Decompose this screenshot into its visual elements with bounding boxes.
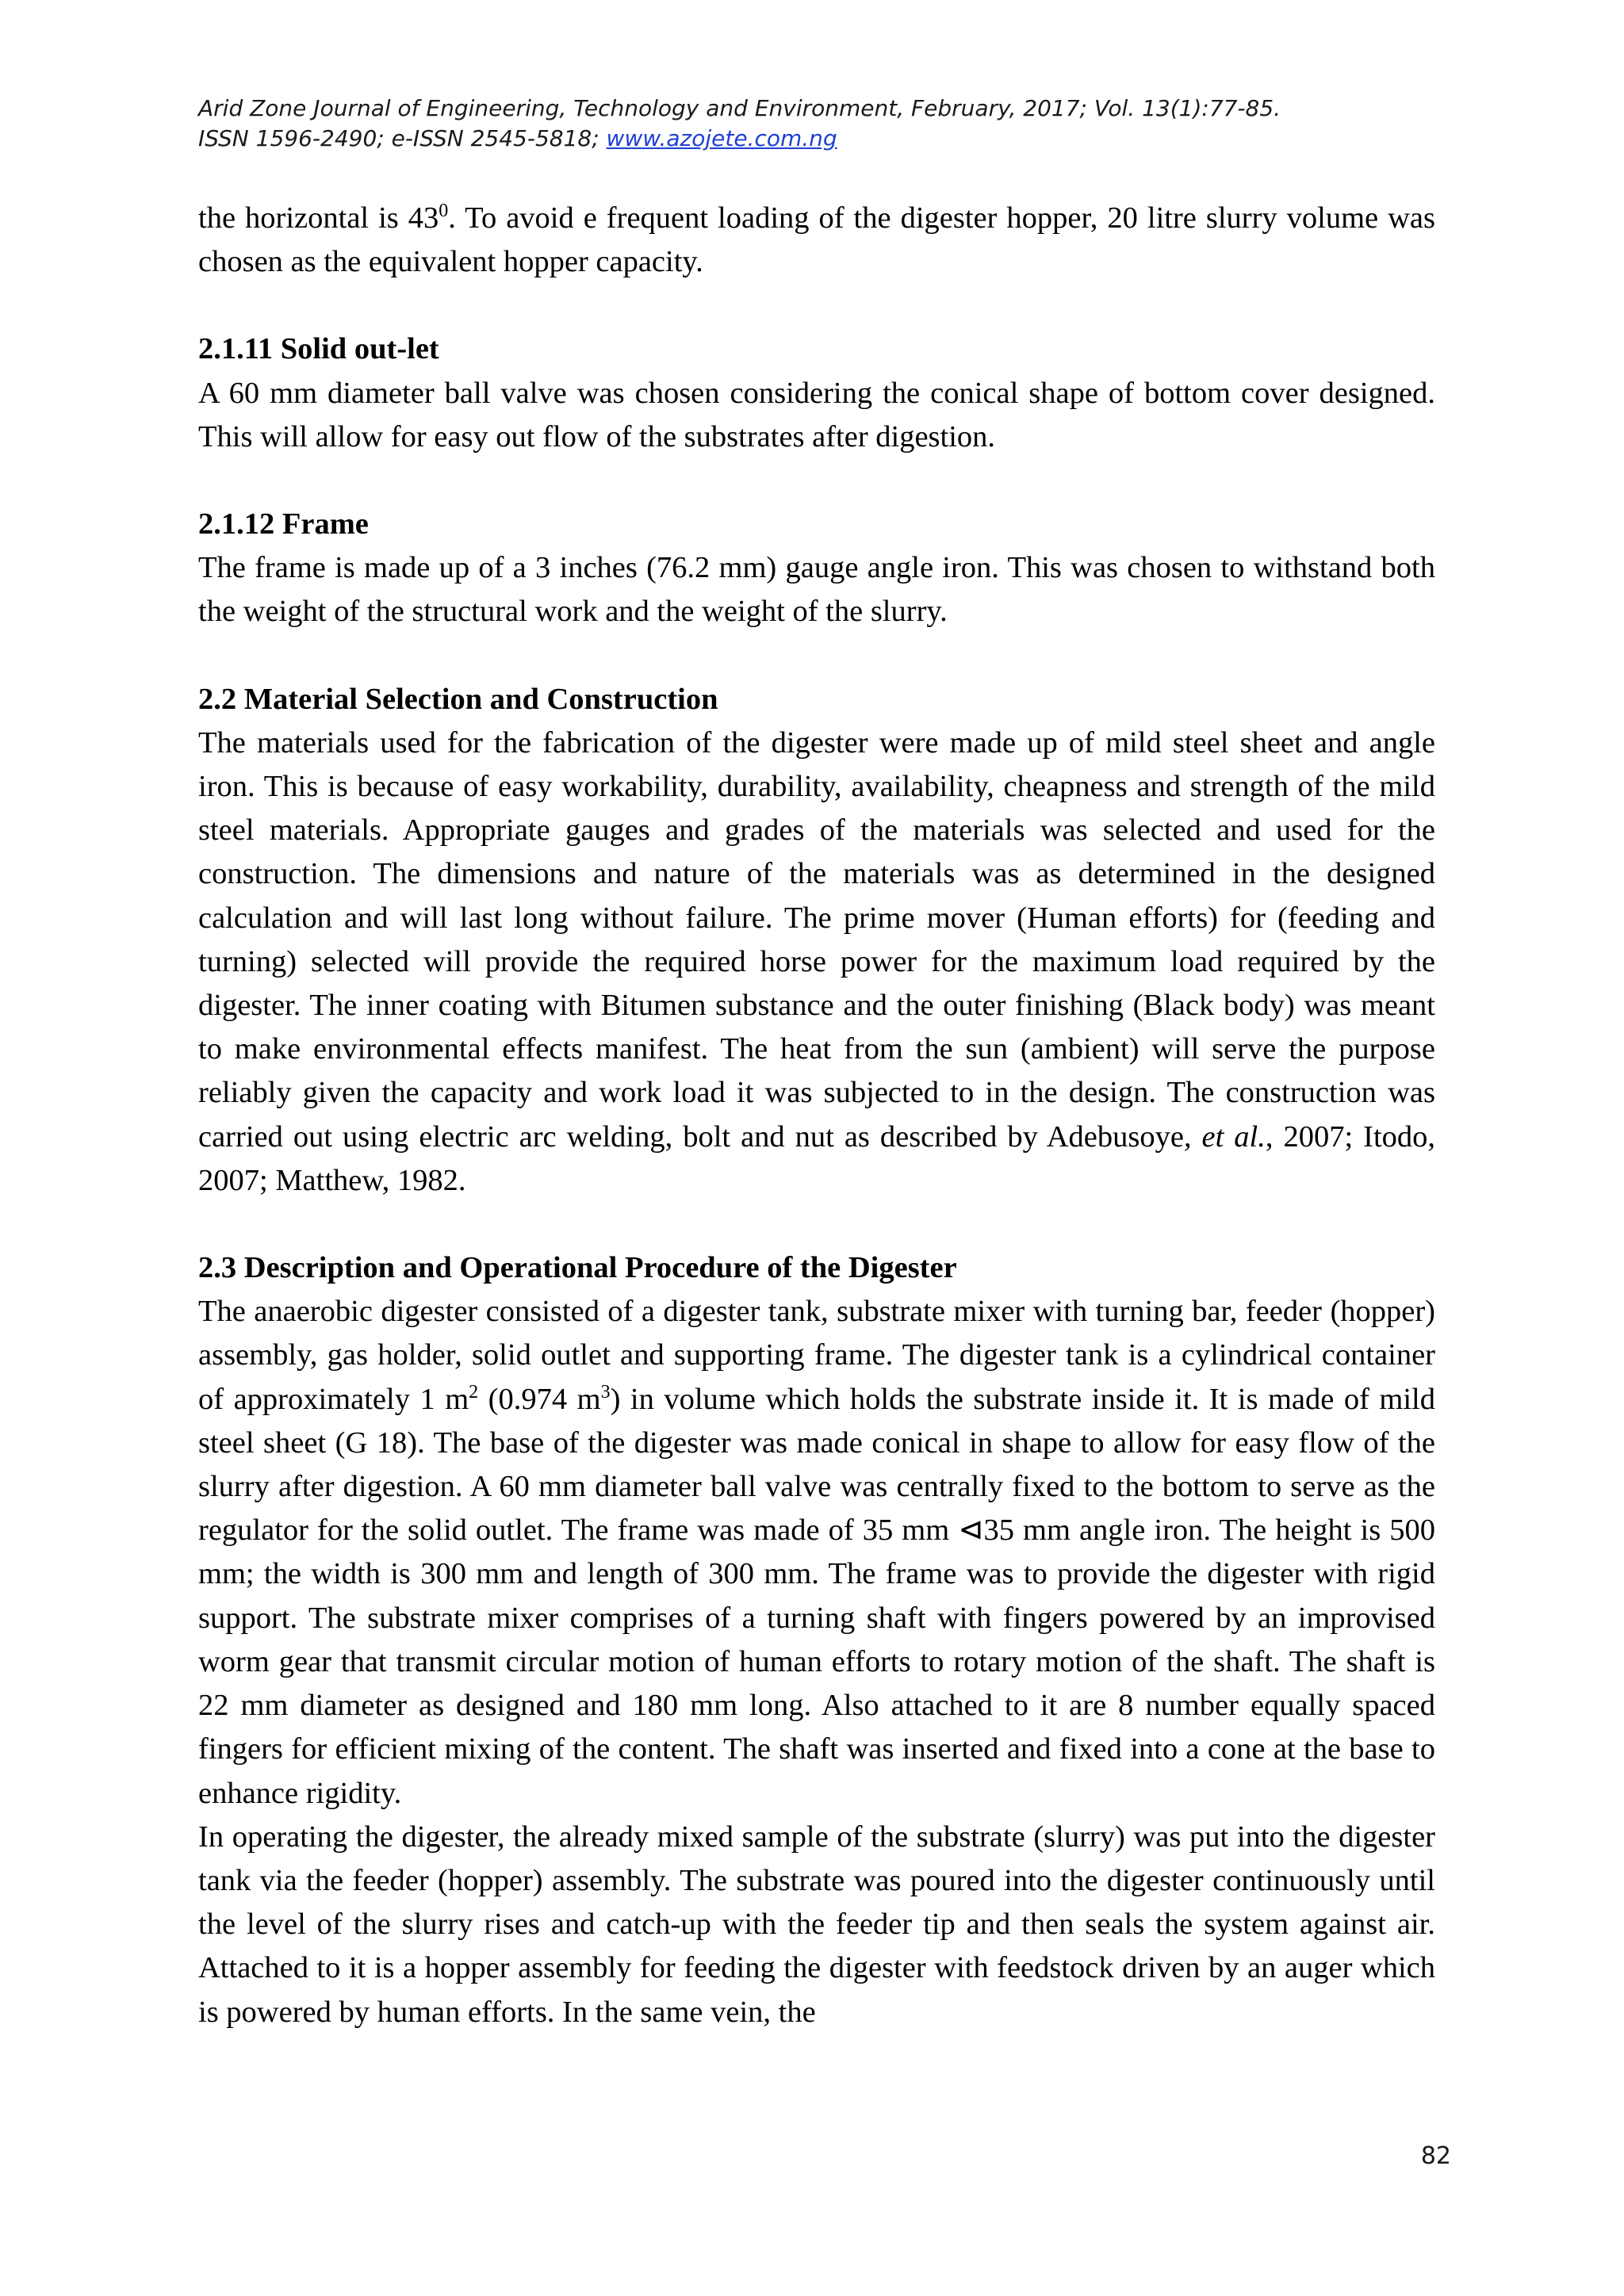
section-heading-2-1-12: 2.1.12 Frame [198, 507, 369, 541]
section-heading-2-1-11: 2.1.11 Solid out-let [198, 332, 439, 366]
section-paragraph-2-3-b: In operating the digester, the already mixed sample of the substrate (slurry) was put into the digester tank via the feeder (hopper) assembly. The substrate was poured into the digester continuously until the level of the slurry rises and catch-up with the feeder tip and then seals the system against air. Attached to it is a hopper assembly for feeding the digester with feedstock driven by an auger which is powered by human efforts. In the same vein, the [198, 1820, 1435, 2029]
body-content [198, 197, 1435, 2034]
degree-superscript: 0 [439, 201, 449, 221]
intro-text-part2: . To avoid e frequent loading of the digester hopper, 20 litre slurry volume was chosen as the equivalent hopper capacity. [198, 201, 1435, 279]
journal-title-line: Arid Zone Journal of Engineering, Technology and Environment, February, 2017; Vol. 13(1):77-85. [198, 95, 1281, 121]
section-2-3-text-a: The anaerobic digester consisted of a digester tank, substrate mixer with turning bar, feeder (hopper) assembly, gas holder, solid outlet and supporting frame. The digester tank is a cylindrical container of approximately 1 m [198, 1295, 1435, 1416]
section-2-2-citations: , 2007; Itodo, 2007; Matthew, 1982. [198, 1119, 1436, 1197]
journal-header [198, 94, 1467, 154]
section-paragraph-2-3-a [198, 1290, 1435, 1815]
intro-text-part1: the horizontal is 43 [198, 201, 439, 235]
section-paragraph-2-1-12: The frame is made up of a 3 inches (76.2 mm) gauge angle iron. This was chosen to withstand both the weight of the structural work and the weight of the slurry. [198, 551, 1435, 629]
spacer [198, 1203, 1435, 1246]
journal-website-link[interactable]: www.azojete.com.ng [606, 125, 837, 151]
citation-etal: , et al. [1183, 1119, 1266, 1154]
spacer [198, 284, 1435, 327]
spacer [198, 634, 1435, 678]
section-paragraph-2-1-11: A 60 mm diameter ball valve was chosen considering the conical shape of bottom cover designed. This will allow for easy out flow of the substrates after digestion. [198, 376, 1435, 453]
cube-superscript: 3 [600, 1381, 611, 1402]
section-heading-2-3: 2.3 Description and Operational Procedure of the Digester [198, 1251, 957, 1285]
dimension-symbol: ⊲ [958, 1513, 984, 1548]
page-number: 82 [1420, 2142, 1451, 2170]
section-2-3-text-d: 35 mm angle iron. The height is 500 mm; the width is 300 mm and length of 300 mm. The frame was to provide the digester with rigid support. The substrate mixer comprises of a turning shaft with fingers powered by an improvised worm gear that transmit circular motion of human efforts to rotary motion of the shaft. The shaft is 22 mm diameter as designed and 180 mm long. Also attached to it are 8 number equally spaced fingers for efficient mixing of the content. The shaft was inserted and fixed into a cone at the base to enhance rigidity. [198, 1513, 1436, 1810]
section-heading-2-2: 2.2 Material Selection and Construction [198, 682, 718, 716]
section-2-2-text: The materials used for the fabrication of the digester were made up of mild steel sheet and angle iron. This is because of easy workability, durability, availability, cheapness and strength of the mild steel materials. Appropriate gauges and grades of the materials was selected and used for the construction. The dimensions and nature of the materials was as determined in the designed calculation and will last long without failure. The prime mover (Human efforts) for (feeding and turning) selected will provide the required horse power for the maximum load required by the digester. The inner coating with Bitumen substance and the outer finishing (Black body) was meant to make environmental effects manifest. The heat from the sun (ambient) will serve the purpose reliably given the capacity and work load it was subjected to in the design. The construction was carried out using electric arc welding, bolt and nut as described by Adebusoye [198, 725, 1435, 1154]
journal-issn-line [198, 124, 1467, 154]
section-paragraph-2-2 [198, 721, 1435, 1203]
square-superscript: 2 [469, 1381, 479, 1402]
section-2-3-text-c: ) in volume which holds the substrate inside it. It is made of mild steel sheet (G 18). The base of the digester was made conical in shape to allow for easy flow of the slurry after digestion. A 60 mm diameter ball valve was centrally fixed to the bottom to serve as the regulator for the solid outlet. The frame was made of 35 mm [198, 1382, 1435, 1548]
section-2-3-text-b: (0.974 m [478, 1382, 601, 1416]
intro-paragraph [198, 197, 1435, 284]
issn-text: ISSN 1596-2490; e-ISSN 2545-5818; [198, 125, 607, 151]
spacer [198, 459, 1435, 503]
